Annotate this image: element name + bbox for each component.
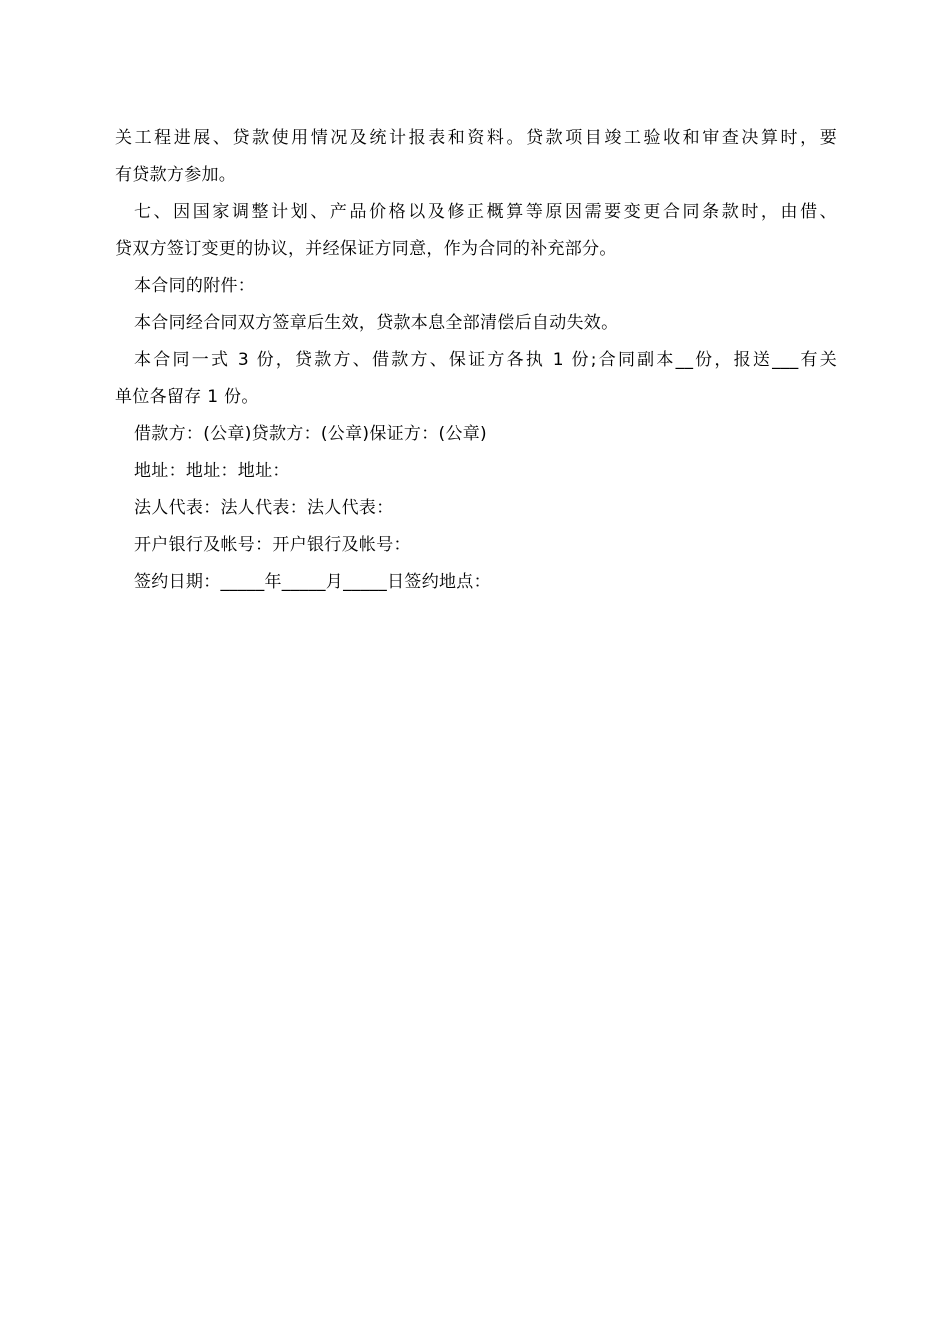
paragraph-line: 贷双方签订变更的协议，并经保证方同意，作为合同的补充部分。 (115, 239, 617, 259)
paragraph-line: 关工程进展、贷款使用情况及统计报表和资料。贷款项目竣工验收和审查决算时，要 (115, 128, 837, 148)
bank-account-line: 开户银行及帐号：开户银行及帐号： (134, 535, 411, 555)
copies-line: 本合同一式 3 份，贷款方、借款方、保证方各执 1 份;合同副本__份，报送___有关 (134, 350, 837, 370)
legal-representative-line: 法人代表：法人代表：法人代表： (134, 498, 394, 518)
address-line: 地址：地址：地址： (134, 461, 290, 481)
attachments-line: 本合同的附件： (134, 276, 256, 296)
seal-line: 借款方：(公章)贷款方：(公章)保证方：(公章) (134, 424, 487, 444)
paragraph-line: 有贷款方参加。 (115, 165, 237, 185)
effectiveness-line: 本合同经合同双方签章后生效，贷款本息全部清偿后自动失效。 (134, 313, 619, 333)
clause-seven-line: 七、因国家调整计划、产品价格以及修正概算等原因需要变更合同条款时，由借、 (134, 202, 837, 222)
signing-date-line: 签约日期：_____年_____月_____日签约地点： (134, 572, 491, 592)
paragraph-line: 单位各留存 1 份。 (115, 387, 259, 407)
document-body (115, 120, 837, 601)
